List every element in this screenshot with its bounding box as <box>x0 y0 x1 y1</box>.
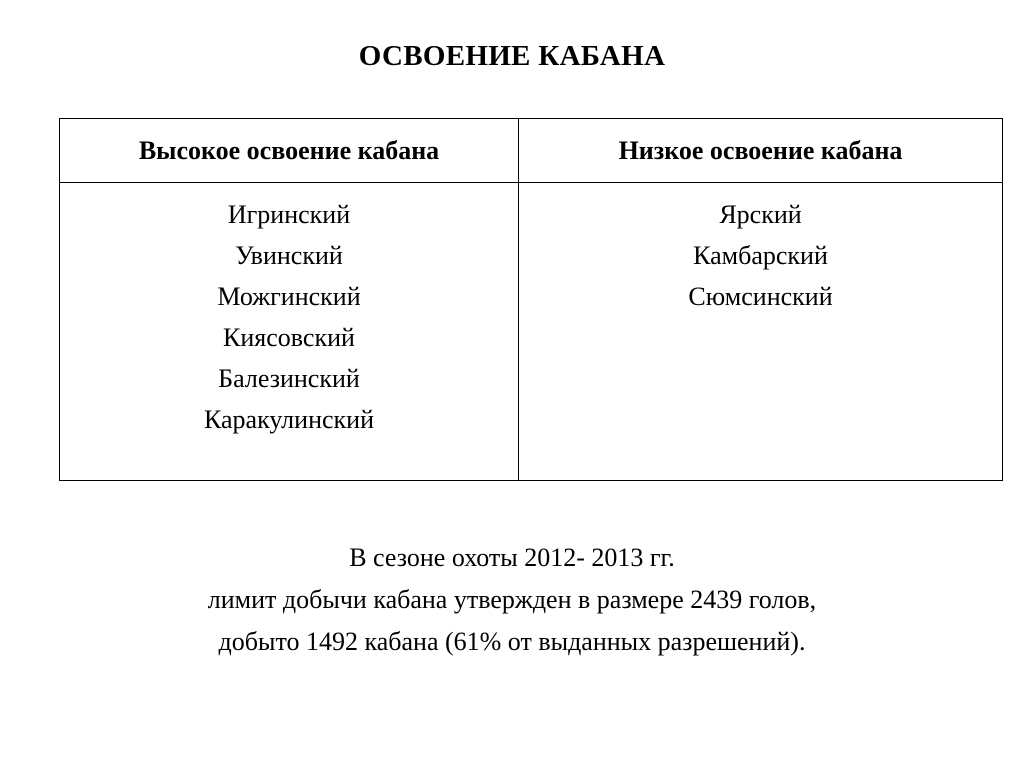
list-item: Можгинский <box>217 282 361 311</box>
hunting-season-note <box>0 537 1024 663</box>
header-high-development: Высокое освоение кабана <box>60 119 519 183</box>
low-development-list <box>519 194 1002 317</box>
header-low-development: Низкое освоение кабана <box>519 119 1003 183</box>
list-item: Каракулинский <box>203 405 374 434</box>
table-row <box>60 183 1003 481</box>
low-development-cell <box>519 183 1003 481</box>
note-line: добыто 1492 кабана (61% от выданных разрешений). <box>218 627 806 656</box>
list-item: Балезинский <box>218 364 360 393</box>
districts-table <box>59 118 1003 481</box>
high-development-list <box>60 194 518 440</box>
list-item: Игринский <box>227 200 351 229</box>
list-item: Увинский <box>235 241 343 270</box>
note-line: лимит добычи кабана утвержден в размере 2439 голов, <box>207 585 817 614</box>
note-line: В сезоне охоты 2012- 2013 гг. <box>349 543 675 572</box>
table-header-row <box>60 119 1003 183</box>
page-title: ОСВОЕНИЕ КАБАНА <box>358 40 666 72</box>
high-development-cell <box>60 183 519 481</box>
list-item: Камбарский <box>693 241 828 270</box>
list-item: Ярский <box>719 200 802 229</box>
list-item: Сюмсинский <box>688 282 833 311</box>
list-item: Киясовский <box>223 323 355 352</box>
